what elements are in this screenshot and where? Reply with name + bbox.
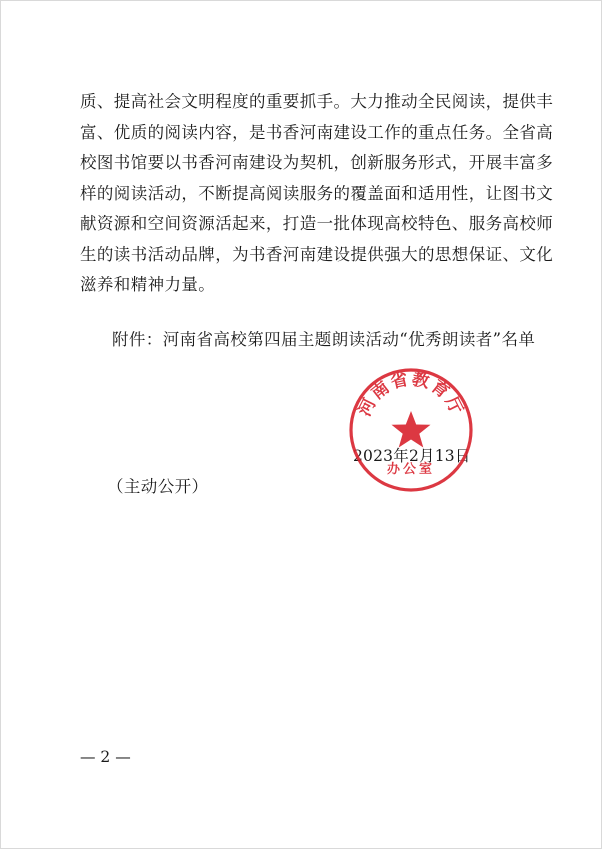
body-line: 样的阅读活动，不断提高阅读服务的覆盖面和适用性，让图书文 bbox=[80, 183, 554, 203]
seal-star-icon bbox=[392, 411, 431, 448]
disclosure-label: （主动公开） bbox=[107, 477, 209, 496]
body-line: 校图书馆要以书香河南建设为契机，创新服务形式，开展丰富多 bbox=[80, 153, 554, 172]
body-line: 生的读书活动品牌，为书香河南建设提供强大的思想保证、文化 bbox=[80, 244, 554, 264]
official-seal bbox=[348, 367, 474, 493]
page-number: — 2 — bbox=[80, 748, 131, 766]
body-line: 献资源和空间资源活起来，打造一批体现高校特色、服务高校师 bbox=[80, 214, 554, 233]
attachment-note: 附件：河南省高校第四届主题朗读活动“优秀朗读者”名单 bbox=[112, 330, 536, 349]
issue-date: 2023年2月13日 bbox=[353, 447, 471, 465]
seal-graphic bbox=[348, 367, 474, 493]
body-line: 富、优质的阅读内容，是书香河南建设工作的重点任务。全省高 bbox=[80, 122, 554, 142]
seal-arc-path: 河南省教育厅 bbox=[354, 369, 468, 420]
document-body bbox=[80, 87, 554, 301]
seal-bottom-text: 办公室 bbox=[386, 462, 436, 477]
body-line: 滋养和精神力量。 bbox=[80, 275, 216, 294]
body-line: 质、提高社会文明程度的重要抓手。大力推动全民阅读，提供丰 bbox=[80, 92, 554, 111]
